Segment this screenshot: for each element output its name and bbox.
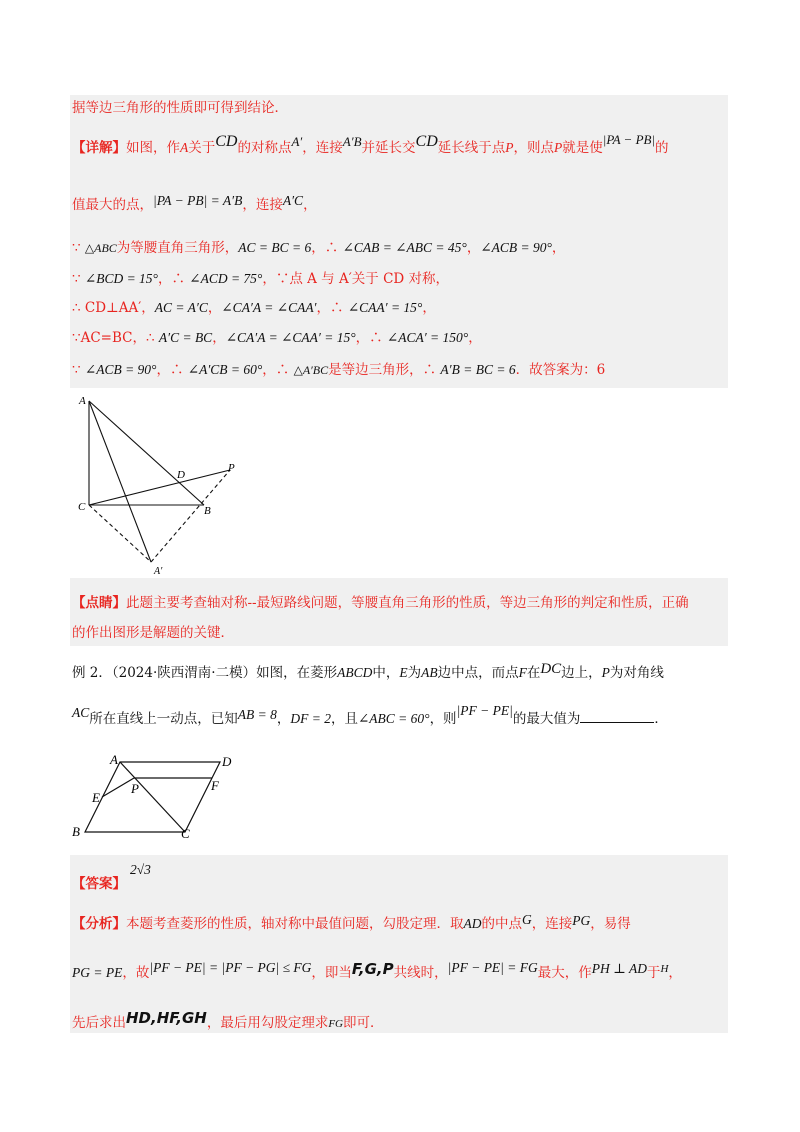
ex2-l1-e: 为 <box>407 665 422 681</box>
ex2-l1-c: 中， <box>372 665 400 681</box>
fig1-label-P: P <box>228 462 235 474</box>
math-H: H <box>660 963 669 975</box>
math-PG: PG <box>572 913 591 928</box>
analysis-text-2l: ， <box>668 965 682 981</box>
math-CD-2: CD <box>415 133 438 150</box>
fig1-label-D: D <box>177 469 185 481</box>
math-P-ex2: P <box>601 665 610 680</box>
diag-AC <box>120 762 185 832</box>
analysis-line-2 <box>72 962 682 984</box>
math-Ap: A′ <box>291 134 303 149</box>
intro-line <box>72 98 288 118</box>
l5-c: ， <box>207 300 222 316</box>
l3-a: ∵ <box>72 240 85 256</box>
l5-e: ，∴ <box>316 300 348 316</box>
seg-AAp <box>89 401 151 562</box>
l3-i: ， <box>551 240 566 256</box>
math-CD: CD <box>215 133 238 150</box>
math-E: E <box>399 665 408 680</box>
ex2-l2-b: 所在直线上一动点，已知 <box>89 711 238 727</box>
math-DF-2: DF = 2 <box>290 711 331 726</box>
math-angle-90: ∠ACB = 90° <box>480 240 552 255</box>
figure-1 <box>70 390 260 578</box>
math-ApB-BC-6: A′B = BC = 6 <box>440 362 516 377</box>
detail-tag: 【详解】 <box>72 140 126 156</box>
point-line-1 <box>72 593 689 613</box>
l3-c: 为等腰直角三角形， <box>116 240 239 256</box>
seg-AB <box>89 401 204 505</box>
math-AB-8: AB = 8 <box>237 707 277 722</box>
math-abs-eq: |PA − PB| = A′B <box>153 193 243 208</box>
step-line-3 <box>72 238 565 258</box>
detail-text-6: 延长线于点 <box>437 140 506 156</box>
math-ineq: |PF − PE| = |PF − PG| ≤ FG <box>149 960 312 975</box>
line2-text-3: ， <box>303 197 317 213</box>
fig1-label-A: A <box>79 395 86 407</box>
analysis-text-2j: 于 <box>646 965 661 981</box>
math-BCD-15: ∠BCD = 15° <box>84 271 158 286</box>
analysis-tag: 【分析】 <box>72 916 126 932</box>
math-ACAp-150: ∠ACA′ = 150° <box>386 330 469 345</box>
seg-CAp-dashed <box>89 505 151 562</box>
math-CAAp-15: ∠CAA′ = 15° <box>347 300 423 315</box>
ex2-l1-i: 在 <box>526 665 541 681</box>
analysis-text-3c: ，最后用勾股定理求 <box>206 1015 329 1031</box>
math-G: G <box>522 912 532 927</box>
seg-ApP-dashed <box>151 470 230 562</box>
analysis-text-2h: 最大，作 <box>537 965 592 981</box>
step-line-6 <box>72 328 482 348</box>
math-FG: FG <box>328 1018 343 1030</box>
analysis-text-1c: ，连接 <box>531 916 573 932</box>
analysis-text-1: 本题考查菱形的性质，轴对称中最值问题，勾股定理．取 <box>126 916 464 932</box>
ex2-l1-k: 边上， <box>561 665 602 681</box>
analysis-text-2d: ，即当 <box>311 965 352 981</box>
fig1-label-B: B <box>204 505 211 517</box>
l6-a: ∵AC=BC，∴ <box>72 330 159 346</box>
analysis-text-1b: 的中点 <box>481 916 522 932</box>
example-2-line-1 <box>72 663 664 683</box>
ex2-l2-k: ． <box>654 711 668 727</box>
answer-line <box>72 862 151 894</box>
point-text-1: 此题主要考查轴对称--最短路线问题，等腰直角三角形的性质，等边三角形的判定和性质，正确 <box>126 595 689 611</box>
ex2-l1-a: 例 2．（2024·陕西渭南·二模）如图，在菱形 <box>72 665 338 681</box>
math-angle-eq: ∠CA′A = ∠CAA′ <box>221 300 317 315</box>
math-ApCB-60: ∠A′CB = 60° <box>187 362 263 377</box>
analysis-text-2f: 共线时， <box>393 965 448 981</box>
l7-c: ，∴ <box>156 362 188 378</box>
fig1-label-Ap: A′ <box>154 566 163 577</box>
l3-e: ，∴ <box>311 240 343 256</box>
analysis-line-3 <box>72 1009 384 1034</box>
answer-value: 2√3 <box>130 862 151 877</box>
math-ACB-90: ∠ACB = 90° <box>84 362 157 377</box>
math-PG-PE: PG = PE <box>72 965 123 980</box>
answer-tag: 【答案】 <box>72 876 126 892</box>
point-text-2: 的作出图形是解题的关键． <box>72 625 234 641</box>
l7-e: ，∴ <box>262 362 294 378</box>
math-triangle-ABC: △ABC <box>84 241 117 255</box>
step-line-7 <box>72 360 605 380</box>
ex2-l2-j: 的最大值为 <box>512 711 581 727</box>
analysis-text-1d: ，易得 <box>590 916 631 932</box>
math-AB: AB <box>421 665 438 680</box>
ex2-l1-m: 为对角线 <box>609 665 664 681</box>
math-F: F <box>518 665 527 680</box>
ex2-l1-g: 边中点，而点 <box>437 665 519 681</box>
math-angle-45: ∠CAB = ∠ABC = 45° <box>342 240 467 255</box>
l5-g: ， <box>422 300 436 316</box>
detail-line <box>72 132 669 158</box>
detail-text-1: 如图，作 <box>126 140 180 156</box>
math-AD: AD <box>463 916 482 931</box>
l5-a: ∴ CD⊥AA′， <box>72 300 155 316</box>
analysis-text-2b: ，故 <box>122 965 150 981</box>
math-abs-PA-PB: |PA − PB| <box>602 132 656 147</box>
math-P: P <box>505 140 514 155</box>
fig2-label-E: E <box>92 790 100 805</box>
math-FGP: F,G,P <box>351 960 394 978</box>
detail-text-5: 并延长交 <box>361 140 416 156</box>
figure-2-svg <box>70 748 250 844</box>
detail-text-7: ，则点 <box>513 140 554 156</box>
math-HD-HF-GH: HD,HF,GH <box>126 1009 207 1027</box>
math-abs-PF-PE: |PF − PE| <box>456 703 513 718</box>
answer-blank <box>580 708 654 723</box>
seg-CP <box>89 470 230 505</box>
l4-c: ，∴ <box>157 271 190 287</box>
math-PH-perp-AD: PH ⊥ AD <box>591 961 647 976</box>
math-abs-eq-FG: |PF − PE| = FG <box>447 960 538 975</box>
math-ApC-BC: A′C = BC <box>158 330 213 345</box>
math-A: A <box>180 140 189 155</box>
step-line-5 <box>72 298 436 318</box>
analysis-text-3a: 先后求出 <box>72 1015 126 1031</box>
line2-text-1: 值最大的点， <box>72 197 153 213</box>
l7-i: ．故答案为：6 <box>515 362 606 378</box>
step-line-4 <box>72 269 449 289</box>
point-line-2 <box>72 623 234 643</box>
intro-text: 据等边三角形的性质即可得到结论． <box>72 100 288 116</box>
l4-a: ∵ <box>72 271 85 287</box>
math-P-2: P <box>554 140 563 155</box>
example-2-line-2 <box>72 703 668 729</box>
math-angle-15: ∠CA′A = ∠CAA′ = 15° <box>225 330 356 345</box>
detail-text-4: ，连接 <box>302 140 343 156</box>
fig2-label-D: D <box>222 754 232 769</box>
detail-text-9: 的 <box>655 140 669 156</box>
l6-g: ， <box>468 330 482 346</box>
l4-e: ，∵点 A 与 A′关于 CD 对称， <box>262 271 450 287</box>
math-triangle-ApBC: △A′BC <box>293 363 329 377</box>
math-ABCD: ABCD <box>337 665 373 680</box>
math-ABC-60: ∠ABC = 60° <box>357 711 430 726</box>
l6-e: ，∴ <box>355 330 387 346</box>
fig2-label-C: C <box>181 826 190 841</box>
detail-text-8: 就是使 <box>562 140 603 156</box>
fig2-label-P: P <box>131 781 139 796</box>
l7-g: 是等边三角形，∴ <box>328 362 441 378</box>
fig1-label-C: C <box>78 501 86 513</box>
detail-text-2: 关于 <box>188 140 216 156</box>
answer-shade <box>70 855 728 1033</box>
fig2-label-F: F <box>211 778 219 793</box>
figure-2 <box>70 748 250 844</box>
point-tag: 【点睛】 <box>72 595 126 611</box>
fig2-label-B: B <box>72 824 80 839</box>
detail-line-2 <box>72 195 317 215</box>
analysis-text-3e: 即可． <box>343 1015 384 1031</box>
math-ACD-75: ∠ACD = 75° <box>189 271 263 286</box>
math-DC: DC <box>540 661 562 677</box>
l6-c: ， <box>212 330 226 346</box>
math-AC-ApC: AC = A′C <box>154 300 208 315</box>
ex2-l2-h: ，则 <box>429 711 457 727</box>
math-AC-BC-6: AC = BC = 6 <box>238 240 312 255</box>
math-AC-ex2: AC <box>72 705 90 720</box>
fig2-label-A: A <box>110 752 118 767</box>
figure-1-svg <box>70 390 260 578</box>
ex2-l2-f: ，且 <box>330 711 358 727</box>
detail-text-3: 的对称点 <box>237 140 292 156</box>
l3-g: ， <box>466 240 481 256</box>
line2-text-2: ，连接 <box>242 197 283 213</box>
analysis-line-1 <box>72 914 631 934</box>
math-ApB: A′B <box>342 134 362 149</box>
ex2-l2-d: ， <box>276 711 291 727</box>
math-ApC: A′C <box>282 193 304 208</box>
l7-a: ∵ <box>72 362 85 378</box>
